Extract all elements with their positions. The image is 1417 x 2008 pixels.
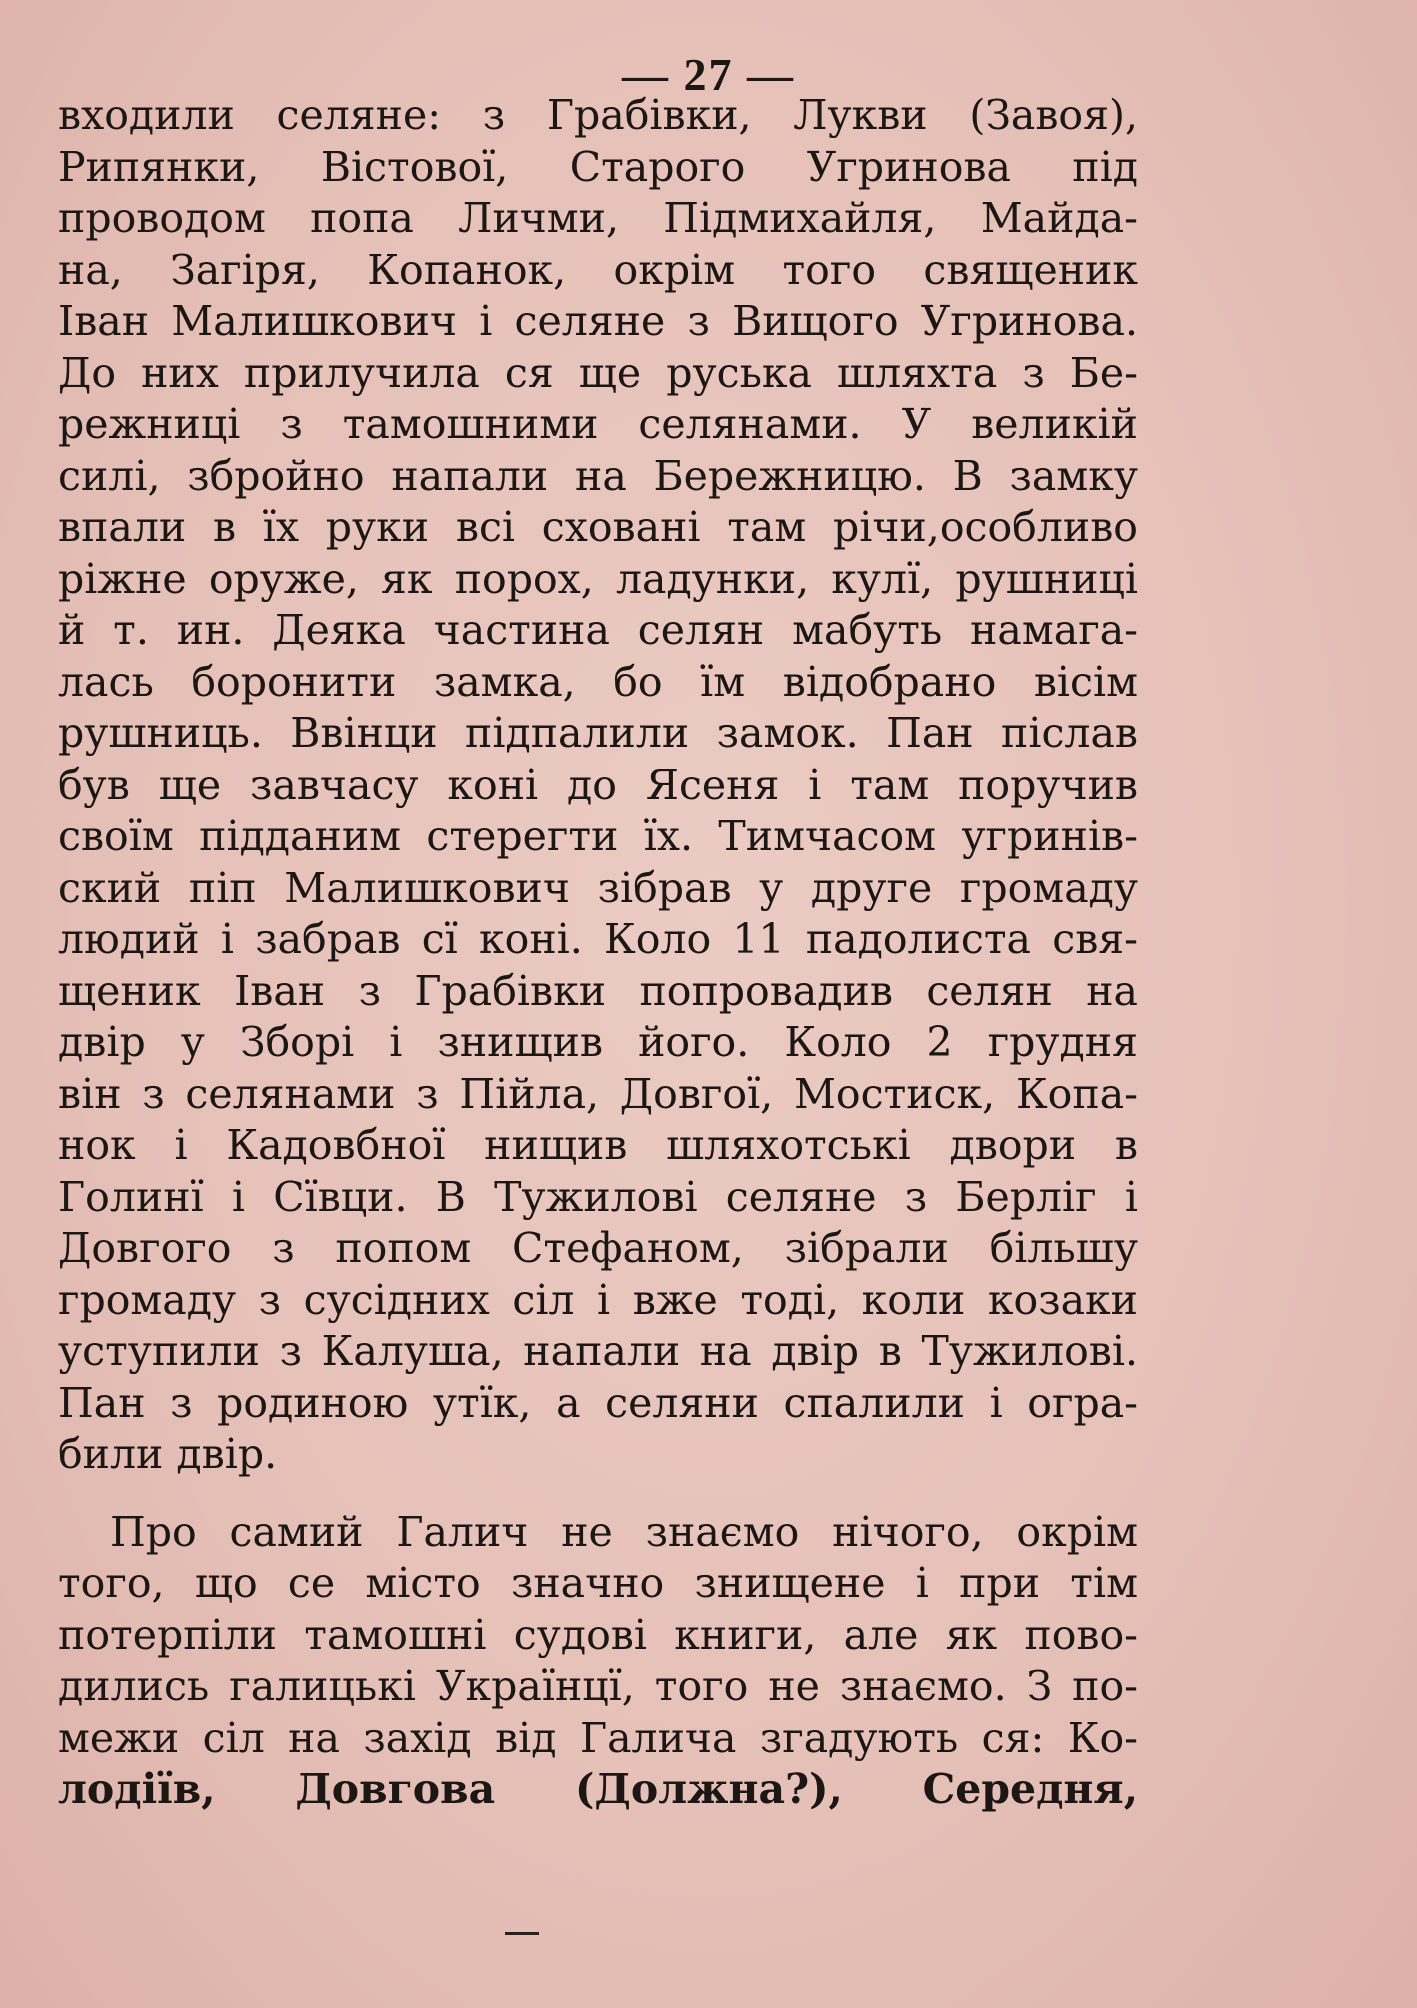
- paragraph-2: [58, 1507, 1138, 1816]
- text-line: лодіїв, Довгова (Должна?), Середня,: [58, 1765, 1138, 1813]
- text-line: Довгого з попом Стефаном, зібрали більшу: [58, 1224, 1138, 1272]
- text-line: Голинї і Сївци. В Тужилові селяне з Берліг і: [58, 1172, 1138, 1221]
- paragraph-1: [58, 90, 1138, 1481]
- text-line: режниці з тамошними селянами. У великій: [58, 400, 1138, 448]
- text-line: уступили з Калуша, напали на двір в Тужилові.: [58, 1327, 1138, 1375]
- text-line: своїм підданим стерегти їх. Тимчасом угринів-: [58, 812, 1138, 860]
- text-line: Іван Малишкович і селяне з Вищого Угринова.: [58, 297, 1138, 345]
- text-line: щеник Іван з Грабівки попровадив селян на: [58, 966, 1138, 1015]
- text-line: й т. ин. Деяка частина селян мабуть намага-: [58, 606, 1138, 654]
- text-line: лась боронити замка, бо їм відобрано вісім: [58, 657, 1138, 706]
- text-line: на, Загіря, Копанок, окрім того священик: [58, 245, 1138, 294]
- text-line: силі, збройно напали на Бережницю. В замку: [58, 451, 1138, 500]
- text-line: він з селянами з Пійла, Довгої, Мостиск, Копа-: [58, 1069, 1138, 1118]
- text-line: Про самий Галич не знаємо нічого, окрім: [110, 1507, 1138, 1556]
- text-line: дились галицькі Українцї, того не знаємо. З по-: [58, 1662, 1138, 1710]
- text-line: був ще завчасу коні до Ясеня і там поручив: [58, 760, 1138, 809]
- body-text: [58, 90, 1138, 1816]
- text-line: Пан з родиною утїк, а селяни спалили і огра-: [58, 1378, 1138, 1427]
- text-line: рушниць. Ввінци підпалили замок. Пан післав: [58, 709, 1138, 757]
- text-line: ріжне оруже, як порох, ладунки, кулї, рушниці: [58, 554, 1138, 603]
- text-line: того, що се місто значно знищене і при тім: [58, 1559, 1138, 1607]
- footer-dash: [505, 1932, 539, 1935]
- page-number: — 27 —: [622, 49, 795, 100]
- text-line: впали в їх руки всі сховані там річи,особливо: [58, 503, 1138, 551]
- text-line: потерпіли тамошні судові книги, але як пово-: [58, 1610, 1138, 1659]
- text-line: До них прилучила ся ще руська шляхта з Бе-: [58, 348, 1138, 397]
- text-line: людий і забрав сї коні. Коло 11 падолиста свя-: [58, 915, 1138, 963]
- text-line: двір у Зборі і знищив його. Коло 2 грудня: [58, 1018, 1138, 1066]
- text-line: били двір.: [58, 1430, 278, 1478]
- text-line: ский піп Малишкович зібрав у друге громаду: [58, 863, 1138, 912]
- text-line: межи сіл на захід від Галича згадують ся: Ко-: [58, 1713, 1138, 1762]
- text-line: входили селяне: з Грабівки, Лукви (Завоя),: [58, 91, 1138, 139]
- text-line: громаду з сусідних сіл і вже тоді, коли козаки: [58, 1275, 1138, 1324]
- text-line: проводом попа Личми, Підмихайля, Майда-: [58, 194, 1138, 242]
- text-line: нок і Кадовбної нищив шляхотські двори в: [58, 1121, 1138, 1169]
- text-line: Рипянки, Вістової, Старого Угринова під: [58, 142, 1138, 191]
